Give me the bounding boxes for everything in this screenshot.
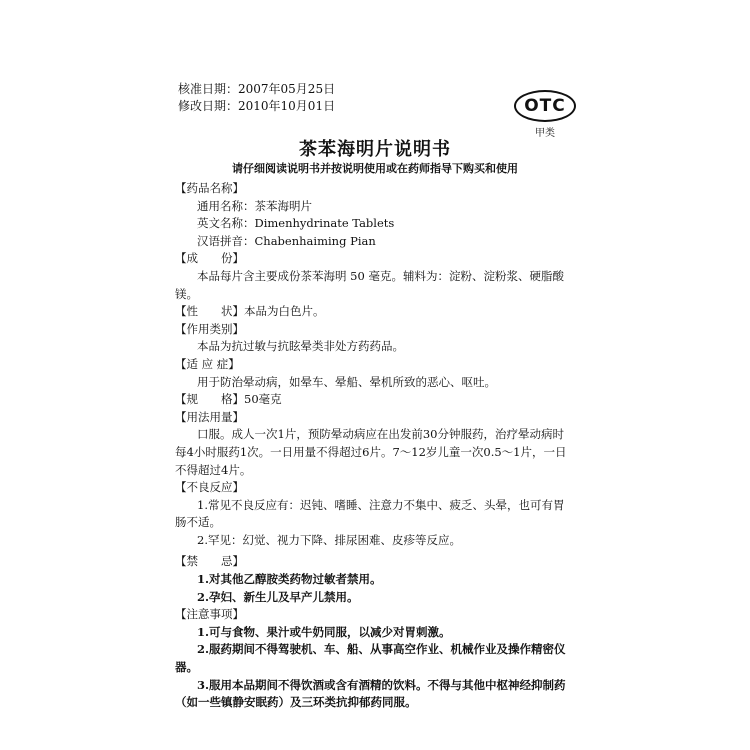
composition-text: 本品每片含主要成份茶苯海明 50 毫克。辅料为：淀粉、淀粉浆、硬脂酸镁。 bbox=[175, 268, 564, 301]
section-heading-precautions: 【注意事项】 bbox=[175, 607, 244, 622]
category-text: 本品为抗过敏与抗眩晕类非处方药药品。 bbox=[197, 339, 404, 354]
precaution-item-3: 3.服用本品期间不得饮酒或含有酒精的饮料。不得与其他中枢神经抑制药（如一些镇静安眠药）及三环类抗抑郁药同服。 bbox=[175, 677, 566, 710]
section-heading-description: 【性 状】 bbox=[175, 304, 244, 319]
section-heading-adverse: 【不良反应】 bbox=[175, 480, 244, 495]
english-name: 英文名称：Dimenhydrinate Tablets bbox=[197, 216, 395, 231]
revision-date: 修改日期：2010年10月01日 bbox=[178, 99, 336, 113]
adverse-item-1: 1.常见不良反应有：迟钝、嗜睡、注意力不集中、疲乏、头晕，也可有胃肠不适。 bbox=[175, 497, 565, 530]
precaution-item-1: 1.可与食物、果汁或牛奶同服，以减少对胃刺激。 bbox=[197, 624, 451, 639]
section-heading-category: 【作用类别】 bbox=[175, 321, 244, 336]
description-row bbox=[175, 303, 575, 321]
approval-date: 核准日期：2007年05月25日 bbox=[178, 82, 336, 96]
indications-text: 用于防治晕动病，如晕车、晕船、晕机所致的恶心、呕吐。 bbox=[197, 374, 496, 389]
otc-mark bbox=[514, 90, 576, 139]
section-heading-strength: 【规 格】 bbox=[175, 392, 244, 407]
section-heading-composition: 【成 份】 bbox=[175, 251, 244, 266]
generic-name: 通用名称：茶苯海明片 bbox=[197, 198, 312, 213]
date-block bbox=[178, 81, 335, 115]
section-heading-dosage: 【用法用量】 bbox=[175, 409, 244, 424]
description-text: 本品为白色片。 bbox=[244, 304, 325, 319]
section-heading-indications: 【适 应 症】 bbox=[175, 356, 240, 371]
otc-class-label: 甲类 bbox=[535, 128, 555, 139]
strength-row bbox=[175, 391, 575, 409]
contraindication-item-2: 2.孕妇、新生儿及早产儿禁用。 bbox=[197, 589, 359, 604]
leaflet-content bbox=[175, 180, 575, 712]
pinyin-name: 汉语拼音：Chabenhaiming Pian bbox=[197, 233, 376, 248]
precaution-item-2: 2.服药期间不得驾驶机、车、船、从事高空作业、机械作业及操作精密仪器。 bbox=[175, 642, 566, 675]
section-heading-name: 【药品名称】 bbox=[175, 181, 244, 195]
section-heading-contraindications: 【禁 忌】 bbox=[175, 554, 244, 569]
strength-text: 50毫克 bbox=[244, 392, 282, 407]
page-subtitle: 请仔细阅读说明书并按说明使用或在药师指导下购买和使用 bbox=[232, 162, 518, 175]
page-title: 茶苯海明片说明书 bbox=[299, 139, 451, 160]
dosage-text: 口服。成人一次1片，预防晕动病应在出发前30分钟服药，治疗晕动病时每4小时服药1次。一日用量不得超过6片。7～12岁儿童一次0.5～1片，一日不得超过4片。 bbox=[175, 427, 567, 477]
contraindication-item-1: 1.对其他乙醇胺类药物过敏者禁用。 bbox=[197, 572, 382, 587]
adverse-item-2: 2.罕见：幻觉、视力下降、排尿困难、皮疹等反应。 bbox=[197, 532, 461, 547]
otc-badge: OTC bbox=[514, 90, 576, 122]
